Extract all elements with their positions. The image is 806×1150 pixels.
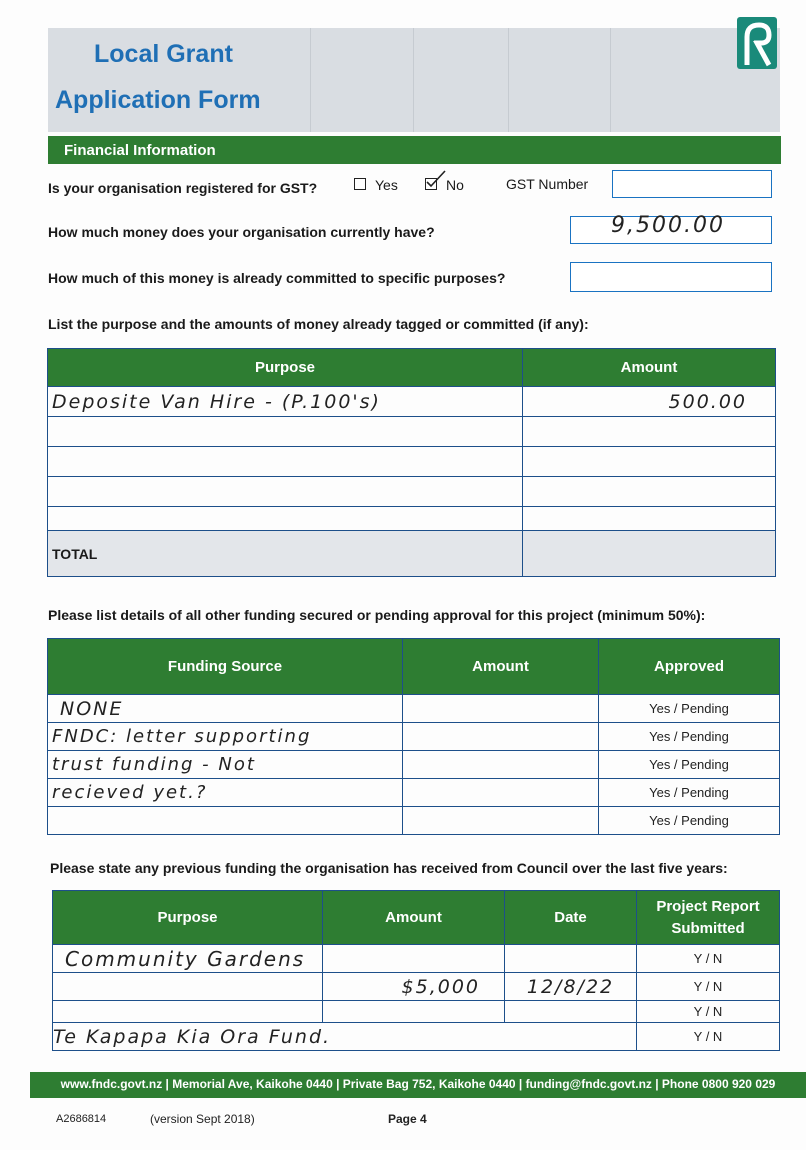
gst-number-field[interactable] <box>612 170 772 198</box>
tagged-total-cell[interactable] <box>523 531 776 577</box>
previous-report-cell[interactable]: Y / N <box>637 1001 780 1023</box>
funding-amount-cell[interactable] <box>403 695 599 723</box>
funding-source-cell[interactable] <box>48 807 403 835</box>
tagged-total-label: TOTAL <box>48 531 523 577</box>
gst-no-label: No <box>446 177 464 193</box>
table-row <box>48 507 776 531</box>
tagged-amount-cell[interactable] <box>523 417 776 447</box>
gst-yes-label: Yes <box>375 177 398 193</box>
funding-source-cell[interactable]: trust funding - Not <box>48 751 403 779</box>
funding-source-cell[interactable]: NONE <box>48 695 403 723</box>
funding-col-source: Funding Source <box>48 639 403 695</box>
previous-purpose-cell[interactable]: Te Kapapa Kia Ora Fund. <box>53 1023 637 1051</box>
table-row <box>48 417 776 447</box>
funding-question: Please list details of all other funding secured or pending approval for this project (minimum 50%): <box>48 607 706 623</box>
previous-report-cell[interactable]: Y / N <box>637 945 780 973</box>
table-row <box>53 1023 780 1051</box>
tagged-col-amount: Amount <box>523 349 776 387</box>
table-row <box>48 779 780 807</box>
funding-amount-cell[interactable] <box>403 723 599 751</box>
table-row <box>48 447 776 477</box>
previous-date-cell[interactable] <box>505 945 637 973</box>
table-row <box>48 807 780 835</box>
gst-no-checkbox[interactable] <box>425 178 437 190</box>
table-row <box>48 751 780 779</box>
section-title: Financial Information <box>64 142 216 159</box>
previous-col-report <box>637 891 780 945</box>
council-logo-icon <box>737 17 777 69</box>
previous-report-cell[interactable]: Y / N <box>637 973 780 1001</box>
previous-date-cell[interactable]: 12/8/22 <box>505 973 637 1001</box>
tagged-purpose-cell[interactable] <box>48 447 523 477</box>
gst-question: Is your organisation registered for GST? <box>48 180 318 196</box>
previous-col-amount: Amount <box>323 891 505 945</box>
previous-amount-cell[interactable] <box>323 945 505 973</box>
tagged-amount-cell[interactable] <box>523 447 776 477</box>
table-row <box>48 387 776 417</box>
previous-table <box>52 890 780 1051</box>
previous-purpose-cell[interactable] <box>53 973 323 1001</box>
previous-col-report-line1: Project Report <box>656 897 760 915</box>
table-row <box>53 1001 780 1023</box>
tagged-purpose-cell[interactable] <box>48 417 523 447</box>
committed-field[interactable] <box>570 262 772 292</box>
previous-purpose-cell[interactable] <box>53 1001 323 1023</box>
previous-col-date: Date <box>505 891 637 945</box>
committed-question: How much of this money is already committed to specific purposes? <box>48 270 506 286</box>
checkmark-icon <box>425 170 447 190</box>
table-row <box>48 695 780 723</box>
table-row <box>48 723 780 751</box>
tagged-amount-cell[interactable] <box>523 477 776 507</box>
previous-question: Please state any previous funding the organisation has received from Council over the last five years: <box>50 860 728 876</box>
money-question: How much money does your organisation currently have? <box>48 224 435 240</box>
previous-purpose-cell[interactable]: Community Gardens <box>53 945 323 973</box>
funding-amount-cell[interactable] <box>403 751 599 779</box>
tagged-purpose-cell[interactable]: Deposite Van Hire - (P.100's) <box>48 387 523 417</box>
tagged-table <box>47 348 776 577</box>
form-title-line2: Application Form <box>55 86 261 114</box>
tagged-purpose-cell[interactable] <box>48 477 523 507</box>
funding-amount-cell[interactable] <box>403 807 599 835</box>
funding-source-cell[interactable]: FNDC: letter supporting <box>48 723 403 751</box>
previous-col-report-line2: Submitted <box>671 919 745 937</box>
gst-number-label: GST Number <box>506 176 589 192</box>
previous-report-cell[interactable]: Y / N <box>637 1023 780 1051</box>
funding-source-cell[interactable]: recieved yet.? <box>48 779 403 807</box>
funding-approved-cell[interactable]: Yes / Pending <box>599 779 780 807</box>
table-row <box>48 477 776 507</box>
tagged-col-purpose: Purpose <box>48 349 523 387</box>
page-number: Page 4 <box>388 1112 427 1126</box>
previous-amount-cell[interactable] <box>323 1001 505 1023</box>
funding-approved-cell[interactable]: Yes / Pending <box>599 807 780 835</box>
table-row <box>53 973 780 1001</box>
tagged-question: List the purpose and the amounts of money already tagged or committed (if any): <box>48 316 589 332</box>
money-field[interactable] <box>570 213 772 244</box>
tagged-amount-cell[interactable]: 500.00 <box>523 387 776 417</box>
footer-contact: www.fndc.govt.nz | Memorial Ave, Kaikohe 0440 | Private Bag 752, Kaikohe 0440 | funding@fndc.govt.nz | Phone 0800 920 029 <box>60 1077 776 1091</box>
tagged-purpose-cell[interactable] <box>48 507 523 531</box>
funding-table <box>47 638 780 835</box>
form-title-line1: Local Grant <box>94 40 233 68</box>
funding-approved-cell[interactable]: Yes / Pending <box>599 751 780 779</box>
funding-col-amount: Amount <box>403 639 599 695</box>
tagged-amount-cell[interactable] <box>523 507 776 531</box>
funding-approved-cell[interactable]: Yes / Pending <box>599 723 780 751</box>
document-version: (version Sept 2018) <box>150 1112 255 1126</box>
previous-amount-cell[interactable]: $5,000 <box>323 973 505 1001</box>
previous-col-purpose: Purpose <box>53 891 323 945</box>
funding-approved-cell[interactable]: Yes / Pending <box>599 695 780 723</box>
gst-yes-checkbox[interactable] <box>354 178 366 190</box>
document-id: A2686814 <box>56 1113 107 1125</box>
funding-amount-cell[interactable] <box>403 779 599 807</box>
funding-col-approved: Approved <box>599 639 780 695</box>
table-row <box>53 945 780 973</box>
previous-date-cell[interactable] <box>505 1001 637 1023</box>
money-value: 9,500.00 <box>611 213 725 238</box>
